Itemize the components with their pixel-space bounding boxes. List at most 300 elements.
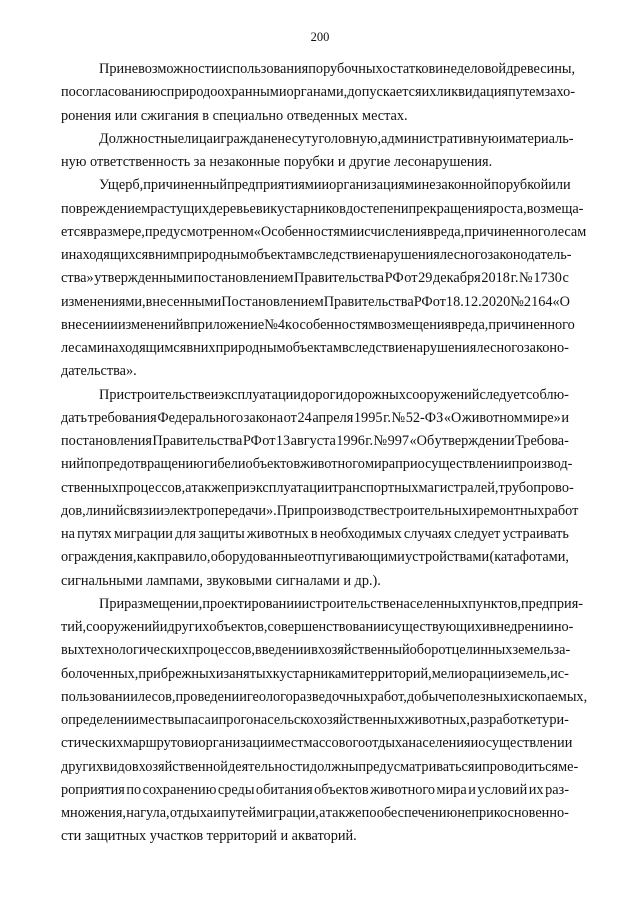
word: и — [156, 502, 164, 519]
word: ственных — [61, 479, 119, 496]
word: предусматриваться — [358, 758, 475, 775]
word: остатков — [382, 61, 436, 77]
text-line — [61, 430, 569, 453]
word: объектам — [285, 340, 342, 356]
word: «О — [443, 409, 462, 426]
word: организациями — [329, 177, 422, 194]
word: организации — [198, 735, 276, 752]
word: ним — [154, 247, 180, 263]
word: кустарниками — [272, 665, 358, 682]
word: Постановлением — [221, 293, 324, 310]
word: массового — [303, 735, 366, 752]
word: Правительства — [323, 293, 414, 310]
word: и — [435, 61, 443, 77]
word: и — [159, 619, 168, 635]
word: деятельности — [227, 758, 310, 775]
word: требования — [87, 409, 157, 426]
word: а — [319, 805, 326, 821]
word: и — [321, 177, 330, 194]
word: видов — [103, 758, 139, 775]
word: определении — [61, 712, 140, 728]
word: 52-ФЗ — [405, 409, 444, 426]
word: и — [210, 712, 219, 728]
word: объектам — [249, 247, 306, 263]
word: по — [126, 781, 142, 798]
word: линий — [85, 502, 124, 519]
word: транспортных — [332, 479, 419, 496]
word: 4 — [277, 316, 286, 333]
text-line: дательства». — [61, 363, 137, 380]
word: разработке — [470, 712, 537, 728]
word: электропередачи». — [163, 502, 277, 519]
word: миграции, — [256, 805, 319, 821]
word: 18.12.2020 — [445, 293, 511, 310]
word: строительстве — [309, 595, 396, 612]
word: При — [99, 386, 125, 403]
word: лесам — [61, 340, 97, 356]
word: работ — [544, 502, 579, 519]
text-line — [61, 267, 569, 290]
text-line — [61, 291, 569, 314]
word: неделовой — [442, 61, 507, 77]
word: закона — [243, 409, 284, 426]
word: и — [481, 619, 490, 635]
word: и — [212, 130, 221, 147]
word: в — [186, 340, 194, 356]
word: предприя- — [521, 595, 584, 612]
word: нарушения — [372, 247, 440, 263]
word: эксплуатации — [249, 479, 333, 496]
word: предотвращению — [98, 456, 204, 473]
word: их — [528, 781, 544, 798]
word: эксплуатации — [218, 386, 301, 403]
word: в — [86, 223, 94, 240]
word: исчисления — [356, 223, 427, 240]
word: объектов — [314, 781, 369, 798]
word: для — [175, 526, 197, 542]
word: При — [276, 502, 302, 519]
word: путей — [221, 805, 257, 821]
word: При — [99, 595, 125, 612]
word: до — [345, 200, 361, 217]
word: от — [283, 409, 297, 426]
word: постановления — [61, 433, 152, 449]
word: но- — [553, 619, 574, 635]
word: выпаса — [167, 712, 211, 728]
word: мелиорации — [431, 665, 506, 682]
word: захо- — [544, 84, 576, 101]
word: 2164 — [523, 293, 553, 310]
word: к — [285, 316, 292, 333]
word: животных — [246, 526, 309, 542]
word: г. — [365, 433, 374, 449]
word: возмеща- — [526, 200, 584, 217]
text-line — [61, 500, 579, 523]
word: прогона — [218, 712, 268, 728]
word: строительных — [383, 502, 469, 519]
word: ства» — [61, 270, 94, 287]
word: населенных — [395, 595, 469, 612]
text-line: сигнальными лампами, звуковыми сигналами и др.). — [61, 572, 381, 589]
text-line — [61, 523, 569, 546]
word: и — [210, 386, 219, 403]
word: тий, — [61, 619, 87, 635]
word: кустарников — [270, 200, 346, 217]
text-line — [61, 779, 569, 802]
word: прекращения — [408, 200, 490, 217]
text-line — [61, 244, 572, 267]
word: обитания — [255, 781, 313, 798]
word: мест — [275, 735, 304, 752]
word: связи — [123, 502, 157, 519]
text-line — [61, 384, 569, 407]
word: изменений — [117, 316, 184, 333]
word: неприкосновенно- — [457, 805, 569, 821]
word: в — [310, 526, 318, 542]
word: и — [470, 735, 479, 752]
word: гибели — [203, 456, 246, 473]
word: ископаемых, — [510, 688, 588, 705]
word: внесенными — [145, 293, 222, 310]
word: соблю- — [525, 386, 569, 403]
word: 1996 — [336, 433, 365, 449]
word: порубочных — [308, 61, 383, 77]
word: и — [468, 781, 476, 798]
word: согласованию — [75, 84, 161, 101]
word: и — [213, 805, 221, 821]
word: и — [190, 735, 199, 752]
word: и — [474, 758, 483, 775]
word: незаконной — [421, 177, 492, 194]
word: животного — [300, 456, 365, 473]
page-number: 200 — [310, 30, 330, 44]
word: производстве — [301, 502, 384, 519]
word: них — [193, 340, 216, 356]
word: стических — [61, 735, 124, 752]
text-line — [61, 337, 569, 360]
word: лесного — [476, 340, 524, 356]
word: 1995 — [353, 409, 383, 426]
word: особенностям — [291, 316, 378, 333]
word: их — [421, 84, 437, 101]
word: ремонтных — [476, 502, 545, 519]
word: с — [160, 84, 167, 101]
word: по — [61, 84, 76, 101]
word: оборот — [409, 642, 452, 659]
word: утверждении — [434, 433, 515, 449]
word: правило, — [157, 549, 211, 566]
word: № — [264, 316, 278, 333]
word: предусмотренном — [144, 223, 254, 240]
text-line — [61, 221, 587, 244]
word: других — [167, 619, 210, 635]
word: декабря — [433, 270, 481, 287]
word: производ- — [511, 456, 573, 473]
word: природоохранными — [166, 84, 287, 101]
word: (катафотами, — [489, 549, 569, 566]
word: при — [227, 479, 250, 496]
word: находящихся — [68, 247, 149, 263]
word: следует — [453, 526, 501, 542]
word: степени — [360, 200, 409, 217]
text-line: ную ответственность за незаконные порубки и другие лесонарушения. — [61, 154, 493, 170]
word: апреля — [312, 409, 354, 426]
text-line: ронения или сжигания в специально отведенных местах. — [61, 107, 408, 124]
word: устройствами — [405, 549, 490, 566]
word: Должностные — [99, 130, 185, 147]
text-line — [61, 453, 573, 476]
word: нарушения — [408, 340, 477, 356]
word: за- — [553, 642, 571, 659]
word: сохранению — [142, 781, 217, 798]
word: внесении — [61, 316, 118, 333]
word: животных, — [404, 712, 470, 728]
word: с — [562, 270, 569, 287]
word: мире» — [523, 409, 561, 426]
word: прибрежных — [138, 665, 216, 682]
word: пользовании — [61, 688, 138, 705]
word: 29 — [418, 270, 433, 287]
word: также — [325, 805, 362, 821]
word: Требова- — [515, 433, 569, 449]
word: РФ — [242, 433, 262, 449]
word: граждане — [220, 130, 278, 147]
word: от — [432, 293, 446, 310]
word: вреда, — [426, 223, 465, 240]
word: дать — [61, 409, 88, 426]
word: несут — [277, 130, 312, 147]
word: лица — [184, 130, 213, 147]
text-line — [61, 756, 579, 779]
word: следует — [479, 386, 526, 403]
word: При — [99, 61, 125, 77]
word: занятых — [223, 665, 273, 682]
word: отдыха — [169, 805, 214, 821]
word: объектов — [245, 456, 301, 473]
word: Правительства — [294, 270, 384, 287]
word: и — [96, 340, 105, 356]
word: августа — [290, 433, 336, 449]
text-line — [61, 616, 574, 639]
text-line — [61, 58, 576, 81]
word: предприятиями — [227, 177, 322, 194]
word: маршрутов — [123, 735, 191, 752]
word: и — [498, 130, 507, 147]
word: миграции — [113, 526, 173, 542]
word: оборудованные — [210, 549, 305, 566]
word: на — [61, 526, 75, 542]
text-line — [61, 407, 569, 430]
word: в — [148, 247, 155, 263]
word: причиненный — [143, 177, 228, 194]
word: природным — [215, 340, 286, 356]
word: приложение — [190, 316, 265, 333]
word: в — [311, 642, 318, 659]
word: «Особенностями — [253, 223, 357, 240]
word: полезных — [451, 688, 511, 705]
word: животного — [370, 781, 436, 798]
word: осуществлении — [478, 735, 573, 752]
word: отдыха — [365, 735, 409, 752]
word: земель, — [505, 665, 551, 682]
word: введении — [254, 642, 312, 659]
word: невозможности — [124, 61, 219, 77]
word: устраивать — [502, 526, 569, 542]
word: лесам — [550, 223, 587, 240]
word: вследствие — [305, 247, 373, 263]
text-line — [61, 198, 584, 221]
text-line — [61, 81, 576, 104]
word: и — [262, 200, 271, 217]
word: роприятия — [61, 781, 125, 798]
word: объектов, — [209, 619, 268, 635]
word: 24 — [297, 409, 312, 426]
word: 13 — [275, 433, 291, 449]
word: множения, — [61, 805, 126, 821]
word: и — [301, 595, 310, 612]
word: среды — [217, 781, 255, 798]
word: допускается — [347, 84, 422, 101]
word: использования — [218, 61, 309, 77]
word: растущих — [150, 200, 210, 217]
word: вреда, — [451, 316, 489, 333]
word: постановлением — [193, 270, 294, 287]
word: работ, — [370, 688, 407, 705]
word: ется — [61, 223, 87, 240]
word: материаль- — [506, 130, 574, 147]
word: сооружений — [86, 619, 160, 635]
word: от — [262, 433, 276, 449]
word: проектировании — [202, 595, 302, 612]
word: хозяйственный — [317, 642, 410, 659]
word: путем — [508, 84, 545, 101]
text-line — [61, 546, 569, 569]
word: или — [548, 177, 571, 194]
word: должны — [309, 758, 359, 775]
word: пунктов, — [468, 595, 522, 612]
text-line — [61, 477, 574, 500]
body-text — [61, 58, 588, 849]
word: болоченных, — [61, 665, 139, 682]
word: внедрении — [489, 619, 554, 635]
word: законодатель- — [487, 247, 572, 263]
word: размере, — [93, 223, 145, 240]
word: дов, — [61, 502, 86, 519]
text-line — [61, 593, 584, 616]
word: № — [510, 293, 524, 310]
word: лесов, — [137, 688, 176, 705]
word: РФ — [384, 270, 404, 287]
word: по — [83, 456, 99, 473]
word: причиненного — [488, 316, 575, 333]
word: добыче — [406, 688, 452, 705]
text-line — [61, 128, 574, 151]
word: осуществлении — [417, 456, 512, 473]
word: технологических — [84, 642, 189, 659]
word: административную — [381, 130, 499, 147]
word: мира — [364, 456, 396, 473]
word: тури- — [536, 712, 569, 728]
text-line — [61, 663, 569, 686]
word: существующих — [388, 619, 482, 635]
word: «О — [552, 293, 570, 310]
word: отпугивающими — [304, 549, 405, 566]
word: ис- — [550, 665, 569, 682]
word: путях — [77, 526, 112, 542]
word: как — [136, 549, 157, 566]
word: № — [373, 433, 388, 449]
word: изменениями, — [61, 293, 146, 310]
word: а — [185, 479, 192, 496]
text-line: сти защитных участков территорий и акваторий. — [61, 828, 357, 845]
text-line — [61, 732, 573, 755]
word: целинных — [451, 642, 513, 659]
word: и — [561, 409, 569, 426]
word: древесины, — [506, 61, 576, 77]
word: ограждения, — [61, 549, 137, 566]
word: и — [61, 247, 69, 263]
word: нагула, — [126, 805, 170, 821]
word: дорог — [300, 386, 336, 403]
word: процессов, — [188, 642, 255, 659]
text-line — [61, 709, 569, 732]
word: случаях — [403, 526, 452, 542]
word: вследствие — [341, 340, 409, 356]
word: мира — [436, 781, 467, 798]
word: № — [519, 270, 533, 287]
word: Правительства — [152, 433, 243, 449]
text-line — [61, 686, 588, 709]
word: 2018 — [481, 270, 510, 287]
word: территорий, — [357, 665, 432, 682]
word: № — [391, 409, 406, 426]
word: и — [335, 386, 344, 403]
word: уголовную, — [311, 130, 382, 147]
word: 997 — [387, 433, 410, 449]
word: г. — [510, 270, 519, 287]
word: земель — [512, 642, 554, 659]
word: размещении, — [124, 595, 203, 612]
word: возмещения — [377, 316, 452, 333]
word: «Об — [409, 433, 435, 449]
word: 1730 — [533, 270, 562, 287]
word: хозяйственной — [138, 758, 228, 775]
word: повреждением — [61, 200, 151, 217]
word: сооружений — [405, 386, 480, 403]
word: г. — [383, 409, 391, 426]
word: причиненного — [464, 223, 551, 240]
word: также — [191, 479, 228, 496]
word: населения — [408, 735, 471, 752]
word: утвержденными — [94, 270, 193, 287]
word: и — [215, 665, 224, 682]
word: роста, — [489, 200, 527, 217]
word: ме- — [558, 758, 579, 775]
word: геологоразведочных — [246, 688, 371, 705]
word: условий — [477, 781, 528, 798]
word: в — [183, 316, 191, 333]
word: дорожных — [343, 386, 406, 403]
word: и — [468, 502, 477, 519]
word: лесного — [439, 247, 488, 263]
word: РФ — [413, 293, 433, 310]
word: животном — [461, 409, 523, 426]
word: трубопрово- — [498, 479, 574, 496]
word: строительстве — [124, 386, 211, 403]
word: обеспечению — [376, 805, 458, 821]
word: вых — [61, 642, 85, 659]
word: защиты — [198, 526, 245, 542]
